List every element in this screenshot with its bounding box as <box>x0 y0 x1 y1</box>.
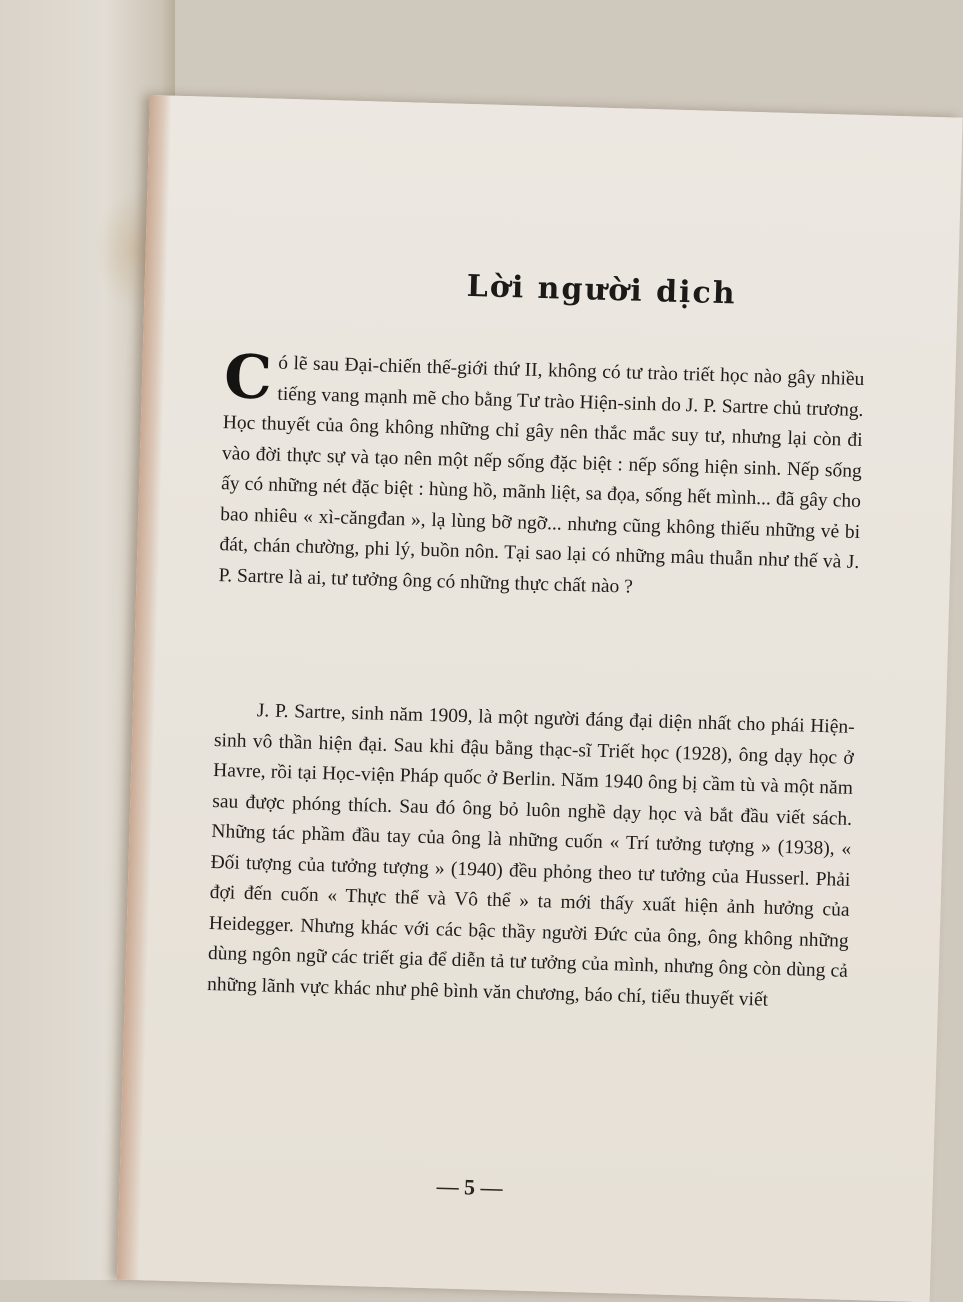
paragraph-2: J. P. Sartre, sinh năm 1909, là một người đáng đại diện nhất cho phái Hiện-sinh vô thần hiện đại. Sau khi đậu bằng thạc-sĩ Triết học (1928), ông dạy học ở Havre, rồi tại Học-viện Pháp quốc ở Berlin. Năm 1940 ông bị cầm tù và một năm sau được phóng thích. Sau đó ông bỏ luôn nghề dạy học và bắt đầu viết sách. Những tác phầm đầu tay của ông là những cuốn « Trí tưởng tượng » (1938), « Đối tượng của tưởng tượng » (1940) đều phỏng theo tư tưởng của Husserl. Phải đợi đến cuốn « Thực thể và Vô thể » ta mới thấy xuất hiện ảnh hưởng của Heidegger. Nhưng khác với các bậc thầy người Đức của ông, ông không những dùng ngôn ngữ các triết gia để diễn tả tư tưởng của mình, nhưng ông còn dùng cả những lãnh vực khác như phê bình văn chương, báo chí, tiểu thuyết viết <box>206 700 855 1011</box>
book-page <box>117 95 963 1302</box>
paragraph-1 <box>218 342 865 609</box>
drop-cap: C <box>223 342 273 414</box>
page-title: Lời người dịch <box>466 268 738 312</box>
page-number: — 5 — <box>436 1173 503 1201</box>
paragraph-1-text: ó lẽ sau Đại-chiến thế-giới thứ II, không có tư trào triết học nào gây nhiều tiếng vang mạnh mẽ cho bằng Tư trào Hiện-sinh do J. P. Sartre chủ trương. Học thuyết của ông không những chỉ gây nên thắc mắc suy tư, nhưng lại còn đi vào đời thực sự và tạo nên một nếp sống đặc biệt : nếp sống hiện sinh. Nếp sống ấy có những nét đặc biệt : hùng hồ, mãnh liệt, sa đọa, sống hết mình... đã gây cho bao nhiêu « xì-căngđan », lạ lùng bỡ ngỡ... nhưng cũng không thiếu những vẻ bi đát, chán chường, phi lý, buồn nôn. Tại sao lại có những mâu thuẫn như thế và J. P. Sartre là ai, tư tưởng ông có những thực chất nào ? <box>218 352 865 598</box>
